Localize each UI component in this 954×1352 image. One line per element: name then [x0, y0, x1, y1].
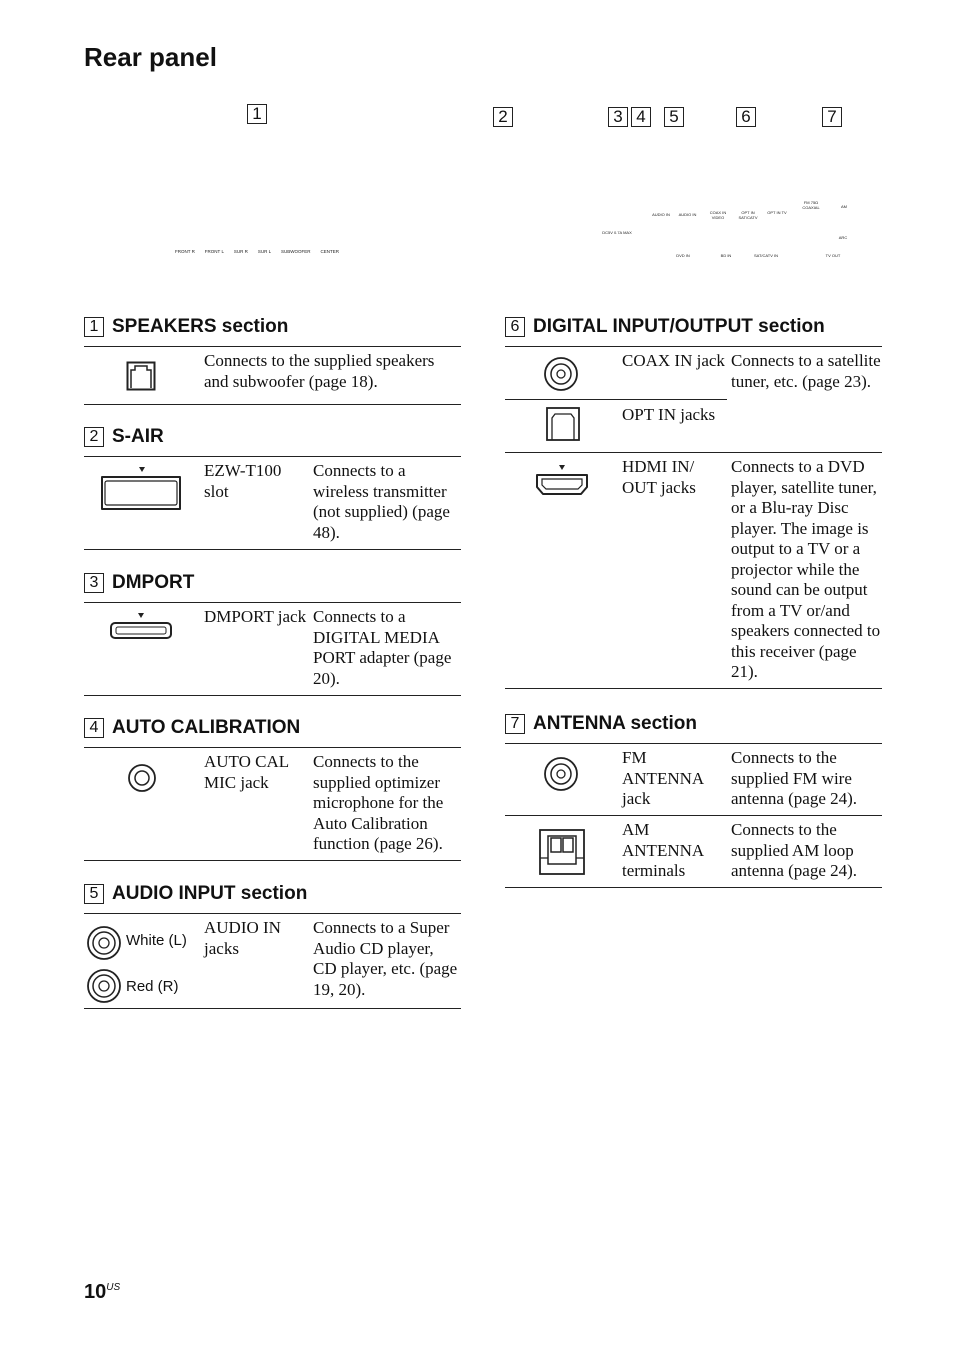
opt2-label: OPT IN TV — [767, 210, 787, 215]
section-title: S-AIR — [112, 426, 164, 447]
table-row — [84, 347, 461, 405]
section-heading — [84, 570, 461, 596]
section-heading — [84, 715, 461, 741]
section-title: ANTENNA section — [533, 713, 697, 734]
section-heading — [505, 314, 882, 340]
dmport-jack-icon — [108, 611, 174, 641]
audio-in1-label: AUDIO IN — [652, 212, 670, 217]
mic-jack-icon — [127, 763, 157, 793]
speaker-port-labels — [170, 249, 344, 254]
white-left-label: White (L) — [126, 932, 187, 949]
hdmi-port-label: TV OUT — [825, 253, 841, 258]
table-row-group — [505, 347, 882, 453]
hdmi-port-label: BD IN — [720, 253, 732, 258]
section-antenna — [505, 711, 882, 888]
callout-1: 1 — [247, 104, 267, 124]
hdmi-port-label: DVD IN — [676, 253, 690, 258]
section-title: DMPORT — [112, 572, 195, 593]
speakers-label: SPEAKERS — [240, 215, 274, 221]
opt1-label: OPT IN SAT/CATV — [738, 210, 758, 220]
fm-antenna-jack-icon — [543, 756, 579, 792]
row-description: Connects to a Super Audio CD player, CD player, etc. (page 19, 20). — [313, 918, 458, 999]
table-row — [84, 914, 461, 1009]
callout-3: 3 — [608, 107, 628, 127]
section-title: DIGITAL INPUT/OUTPUT section — [533, 316, 825, 337]
antenna-label: ANTENNA — [818, 168, 848, 174]
audio-in2-label: AUDIO IN — [678, 212, 697, 217]
hdmi-jack-icon — [535, 463, 589, 497]
page-number-value: 10 — [84, 1281, 107, 1303]
rca-jack-red-icon — [86, 968, 122, 1004]
row-name: FM ANTENNA jack — [622, 748, 704, 808]
page-number — [84, 1281, 120, 1304]
section-number: 2 — [84, 427, 104, 447]
audio-in1-sub: SA-CD/CD — [651, 227, 671, 232]
row-name: HDMI IN/ OUT jacks — [622, 457, 696, 497]
speaker-terminal-icon — [126, 361, 156, 391]
section-number: 4 — [84, 718, 104, 738]
dmport-label: DMPORT — [606, 258, 628, 264]
hdmi-port-label: SAT/CATV IN — [753, 253, 779, 258]
table-row — [84, 603, 461, 696]
row-name: OPT IN jacks — [622, 405, 716, 424]
callout-6: 6 — [736, 107, 756, 127]
section-heading — [84, 314, 461, 340]
row-name: AUTO CAL MIC jack — [204, 752, 289, 792]
section-dmport — [84, 570, 461, 696]
speaker-port-label: FRONT R — [174, 249, 195, 254]
row-description: Connects to a DVD player, satellite tuner, or a Blu-ray Disc player. The image is output to a TV or a projector while the sound can be output from a TV or/and speakers connected to this receiver (page 21). — [731, 457, 881, 681]
row-name: DMPORT jack — [204, 607, 307, 626]
optical-jack-icon — [545, 406, 581, 442]
arc-label: ARC — [838, 235, 848, 240]
page-title: Rear panel — [84, 42, 217, 72]
section-audio-input — [84, 881, 461, 1009]
row-description: Connects to a wireless transmitter (not supplied) (page 48). — [313, 461, 450, 542]
row-description: Connects to the supplied speakers and subwoofer (page 18). — [204, 351, 435, 391]
section-number: 7 — [505, 714, 525, 734]
section-number: 1 — [84, 317, 104, 337]
row-name: EZW-T100 slot — [204, 461, 282, 501]
rear-panel-diagram — [84, 100, 884, 285]
digital-label: DIGITAL — [738, 168, 762, 174]
section-title: AUDIO INPUT section — [112, 883, 308, 904]
page-number-suffix: US — [106, 1282, 121, 1293]
row-description: Connects to a DIGITAL MEDIA PORT adapter (page 20). — [313, 607, 452, 688]
section-heading — [505, 711, 882, 737]
section-title: SPEAKERS section — [112, 316, 289, 337]
section-auto-calibration — [84, 715, 461, 861]
am-antenna-terminal-icon — [538, 828, 586, 876]
section-s-air — [84, 424, 461, 550]
audio-in2-sub: TV — [684, 227, 691, 232]
table-row — [505, 816, 882, 888]
fm-label: FM 75Ω COAXIAL — [802, 200, 820, 210]
am-label: AM — [841, 204, 847, 209]
slot-label: EZW-T100 — [587, 189, 613, 195]
coax-jack-icon — [543, 356, 579, 392]
coax-label: COAX IN VIDEO — [709, 210, 727, 220]
autocal-label: AUTO CAL MIC — [626, 224, 646, 234]
speaker-port-label: CENTER — [320, 249, 339, 254]
callout-4: 4 — [631, 107, 651, 127]
row-description: Connects to the supplied AM loop antenna (page 24). — [731, 820, 858, 880]
speaker-port-label: SUR R — [233, 249, 248, 254]
row-name: AUDIO IN jacks — [204, 918, 281, 958]
row-name: AM ANTENNA terminals — [622, 820, 704, 880]
row-description: Connects to a satellite tuner, etc. (page 23). — [731, 351, 881, 391]
section-heading — [84, 881, 461, 907]
section-heading — [84, 424, 461, 450]
dmport-top-label: DC5V 0.7A MAX — [602, 230, 632, 235]
speaker-port-label: SUR L — [257, 249, 272, 254]
ezw-slot-icon — [98, 465, 184, 511]
callout-7: 7 — [822, 107, 842, 127]
section-title: AUTO CALIBRATION — [112, 717, 301, 738]
red-right-label: Red (R) — [126, 978, 179, 995]
section-speakers — [84, 314, 461, 405]
table-row — [505, 744, 882, 816]
section-number: 3 — [84, 573, 104, 593]
speaker-port-label: SUBWOOFER — [281, 249, 311, 254]
table-row — [84, 457, 461, 550]
table-row — [505, 453, 882, 689]
rca-jack-white-icon — [86, 925, 122, 961]
row-description: Connects to the supplied optimizer microphone for the Auto Calibration function (page 26). — [313, 752, 444, 853]
table-row — [84, 748, 461, 861]
section-digital-io — [505, 314, 882, 689]
callout-2: 2 — [493, 107, 513, 127]
row-description: Connects to the supplied FM wire antenna (page 24). — [731, 748, 858, 808]
callout-5: 5 — [664, 107, 684, 127]
hdmi-label: HDMI — [649, 242, 663, 248]
section-number: 5 — [84, 884, 104, 904]
speaker-port-label: FRONT L — [204, 249, 224, 254]
row-name: COAX IN jack — [622, 351, 725, 370]
section-number: 6 — [505, 317, 525, 337]
